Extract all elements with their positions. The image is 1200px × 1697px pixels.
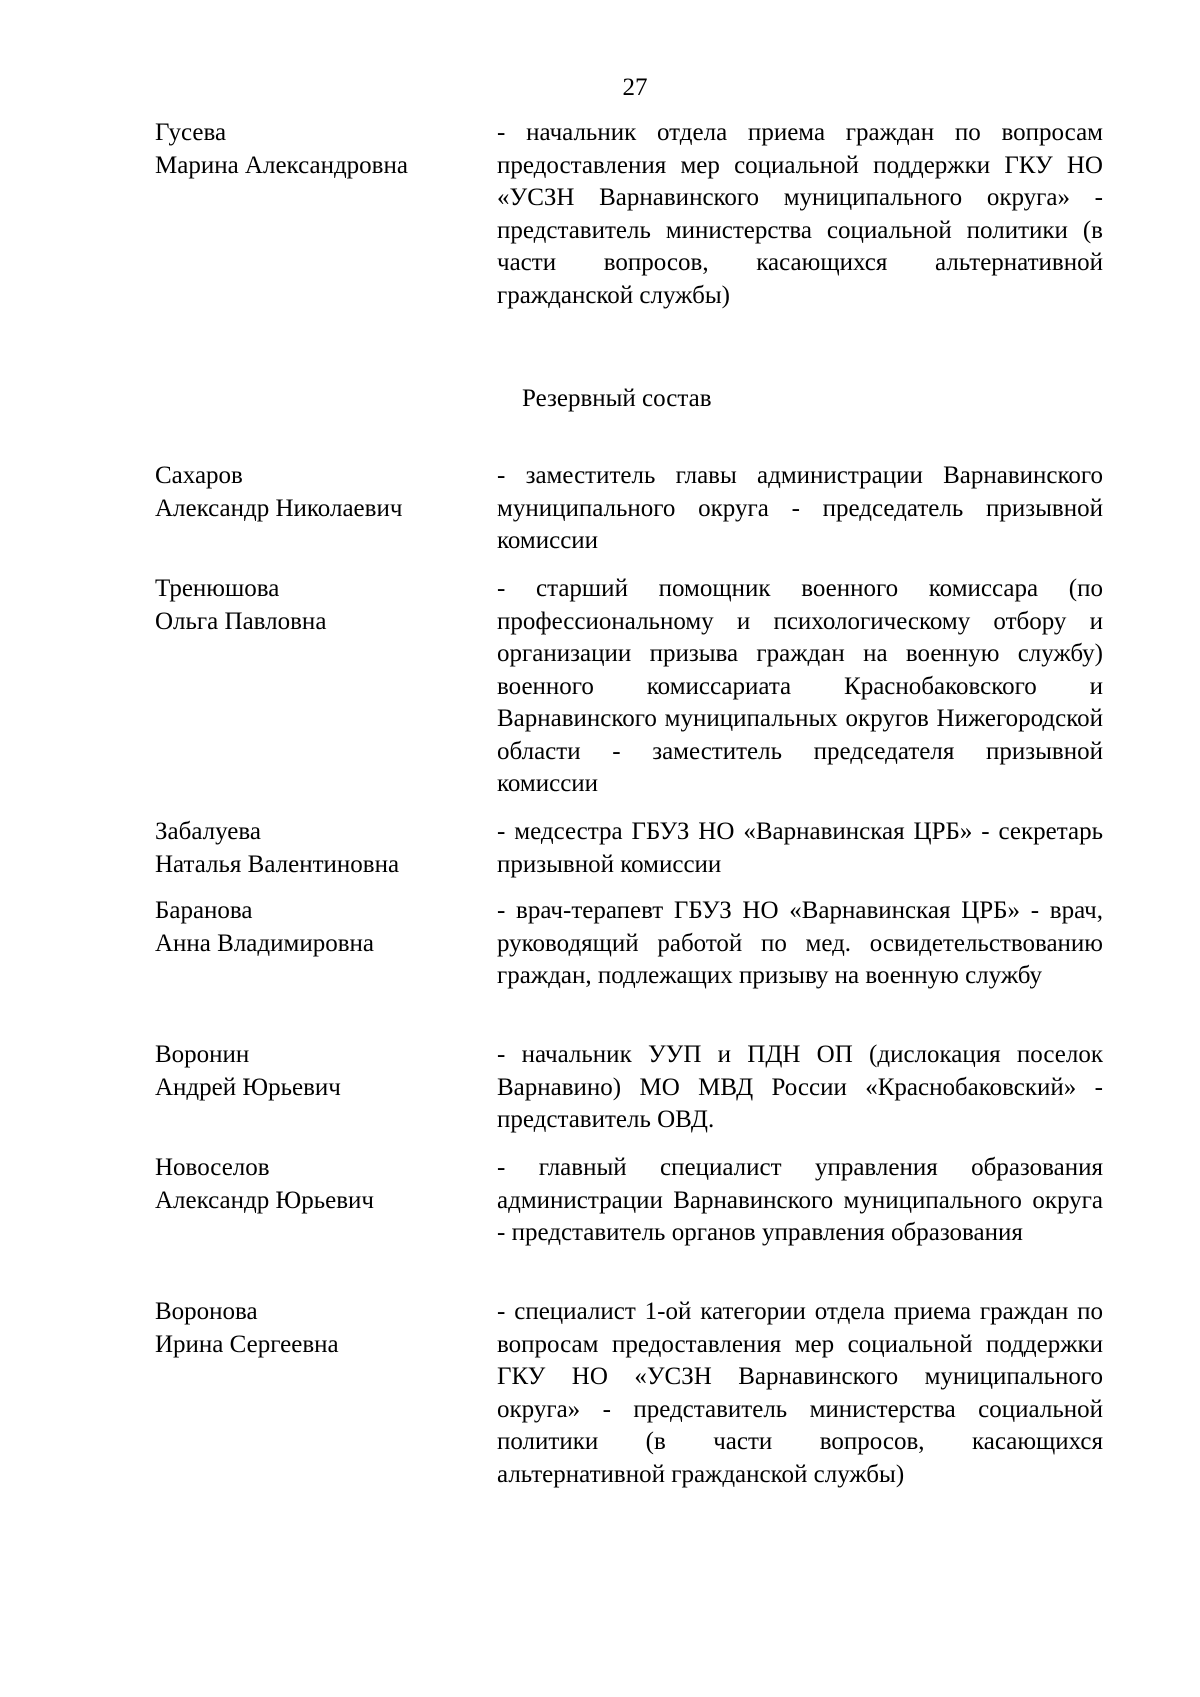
- member-surname: Гусева: [155, 119, 227, 146]
- section-title: Резервный состав: [522, 385, 712, 412]
- member-given-name: Александр Николаевич: [155, 494, 403, 522]
- page-number: 27: [622, 74, 648, 101]
- member-name: [155, 1296, 485, 1361]
- member-role: - заместитель главы администрации Варнавинского муниципального округа - председатель призывной комиссии: [497, 462, 1103, 554]
- member-surname: Воронин: [155, 1041, 250, 1068]
- member-role: - специалист 1-ой категории отдела приема граждан по вопросам предоставления мер социальной поддержки ГКУ НО «УСЗН Варнавинского муниципального округа» - представитель министерства социальной политики (в части вопросов, касающихся альтернативной гражданской службы): [497, 1298, 1103, 1488]
- member-given-name: Александр Юрьевич: [155, 1186, 374, 1214]
- member-name: [155, 573, 485, 638]
- member-surname: Тренюшова: [155, 575, 280, 602]
- member-role: - начальник УУП и ПДН ОП (дислокация поселок Варнавино) МО МВД России «Краснобаковский» - представитель ОВД.: [497, 1041, 1103, 1133]
- member-given-name: Марина Александровна: [155, 151, 408, 179]
- member-surname: Новоселов: [155, 1154, 270, 1181]
- member-name: [155, 816, 485, 881]
- member-given-name: Ирина Сергеевна: [155, 1330, 339, 1358]
- member-name: [155, 1039, 485, 1104]
- member-surname: Забалуева: [155, 818, 261, 845]
- member-name: [155, 460, 485, 525]
- member-name: [155, 1152, 485, 1217]
- member-given-name: Наталья Валентиновна: [155, 850, 400, 878]
- member-role: - медсестра ГБУЗ НО «Варнавинская ЦРБ» - секретарь призывной комиссии: [497, 818, 1103, 878]
- member-name: [155, 117, 485, 182]
- member-surname: Баранова: [155, 897, 253, 924]
- member-role: - старший помощник военного комиссара (по профессиональному и психологическому отбору и организации призыва граждан на военную службу) военного комиссариата Краснобаковского и Варнавинского муниципальных округов Нижегородской области - заместитель председателя призывной комиссии: [497, 575, 1103, 797]
- member-given-name: Ольга Павловна: [155, 607, 327, 635]
- member-name: [155, 895, 485, 960]
- member-given-name: Анна Владимировна: [155, 929, 374, 957]
- member-surname: Воронова: [155, 1298, 258, 1325]
- member-role: - врач-терапевт ГБУЗ НО «Варнавинская ЦРБ» - врач, руководящий работой по мед. освидетельствованию граждан, подлежащих призыву на военную службу: [497, 897, 1103, 989]
- member-role: - главный специалист управления образования администрации Варнавинского муниципального округа - представитель органов управления образования: [497, 1154, 1103, 1246]
- member-surname: Сахаров: [155, 462, 243, 489]
- member-given-name: Андрей Юрьевич: [155, 1073, 341, 1101]
- member-role: - начальник отдела приема граждан по вопросам предоставления мер социальной поддержки ГКУ НО «УСЗН Варнавинского муниципального округа» - представитель министерства социальной политики (в части вопросов, касающихся альтернативной гражданской службы): [497, 119, 1103, 309]
